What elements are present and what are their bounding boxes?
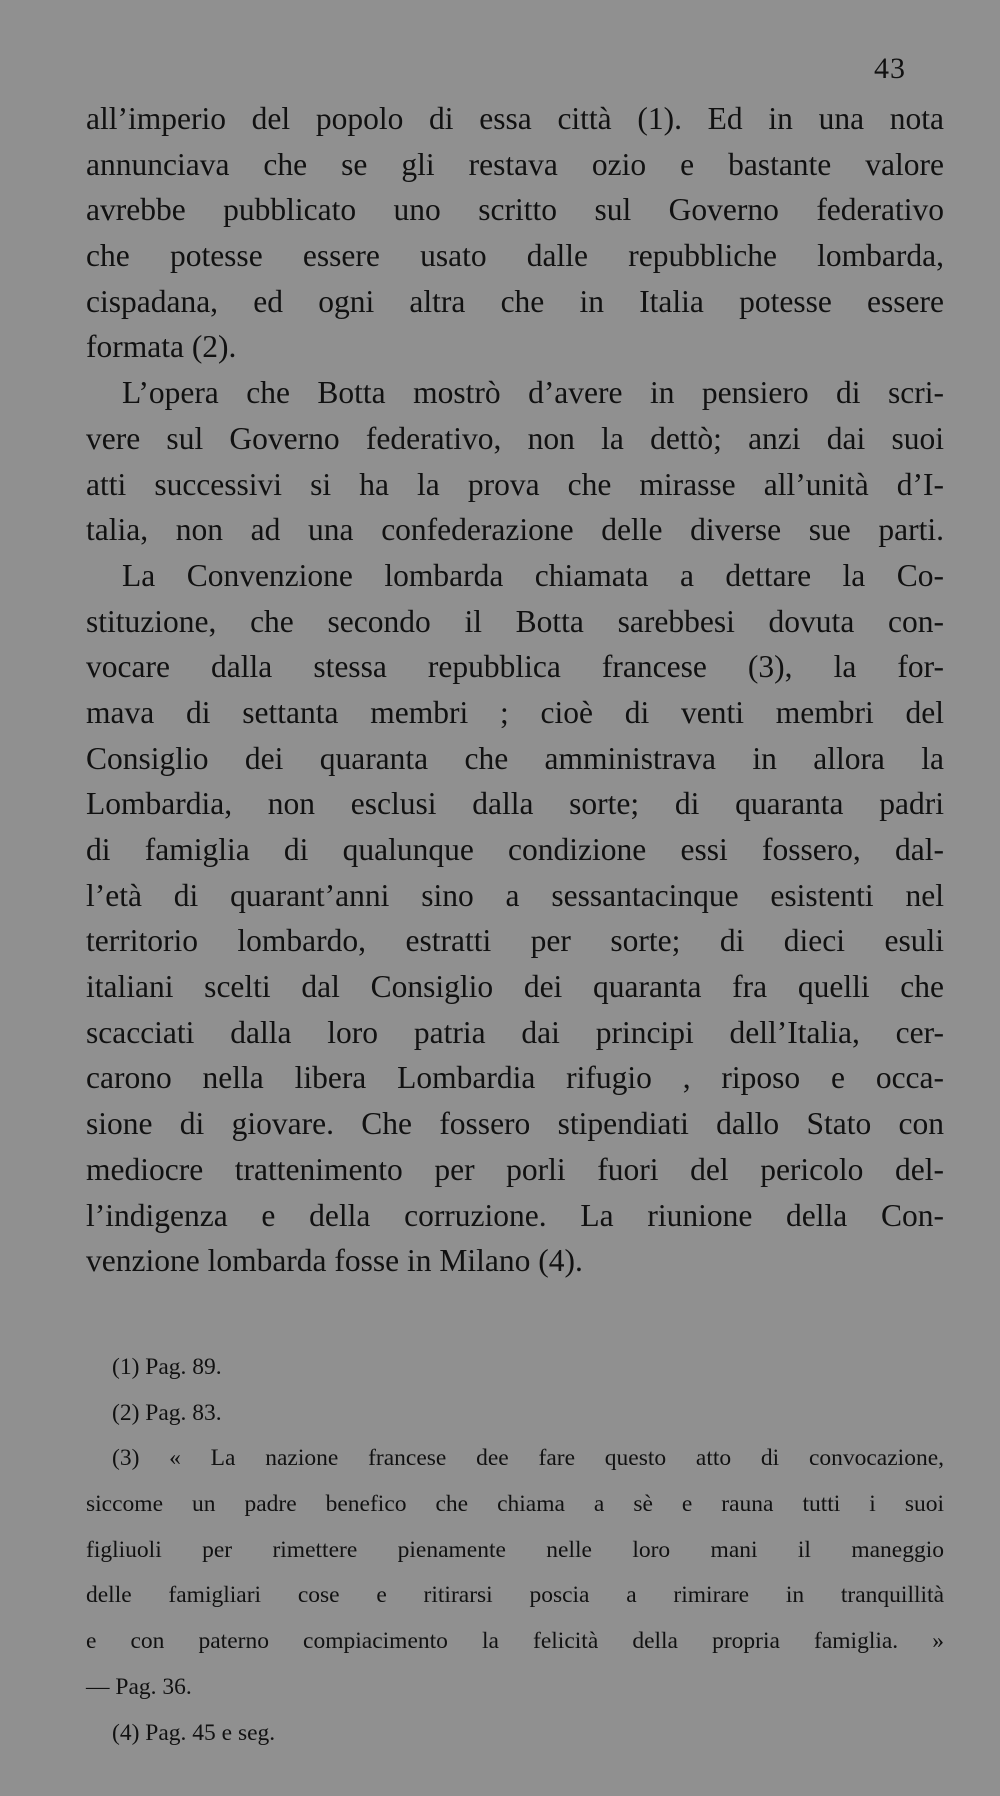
body-text	[86, 96, 944, 1284]
body-line: talia, non ad una confederazione delle diverse sue parti.	[86, 512, 944, 548]
footnote-line: e con paterno compiacimento la felicità della propria famiglia. »	[86, 1628, 944, 1655]
body-line: annunciava che se gli restava ozio e bastante valore	[86, 146, 944, 182]
body-line: L’opera che Botta mostrò d’avere in pensiero di scri-	[122, 375, 944, 411]
body-line: venzione lombarda fosse in Milano (4).	[86, 1243, 583, 1279]
body-line: atti successivi si ha la prova che mirasse all’unità d’I-	[86, 466, 944, 502]
body-line: all’imperio del popolo di essa città (1). Ed in una nota	[86, 101, 944, 136]
body-line: mava di settanta membri ; cioè di venti membri del	[86, 694, 944, 730]
footnote-line: (4) Pag. 45 e seg.	[112, 1719, 276, 1746]
body-line: cispadana, ed ogni altra che in Italia potesse essere	[86, 283, 944, 319]
footnote-line: delle famigliari cose e ritirarsi poscia a rimirare in tranquillità	[86, 1582, 944, 1609]
body-line: carono nella libera Lombardia rifugio , riposo e occa-	[86, 1060, 944, 1096]
body-line: l’indigenza e della corruzione. La riunione della Con-	[86, 1197, 944, 1233]
body-line: formata (2).	[86, 329, 237, 365]
body-line: Consiglio dei quaranta che amministrava in allora la	[86, 740, 944, 776]
footnotes	[86, 1348, 944, 1759]
body-line: avrebbe pubblicato uno scritto sul Governo federativo	[86, 192, 944, 228]
footnote-line: siccome un padre benefico che chiama a sè e rauna tutti i suoi	[86, 1491, 944, 1518]
body-line: mediocre trattenimento per porli fuori del pericolo del-	[86, 1151, 944, 1187]
body-line: stituzione, che secondo il Botta sarebbesi dovuta con-	[86, 603, 944, 639]
body-line: italiani scelti dal Consiglio dei quaranta fra quelli che	[86, 969, 944, 1005]
footnote-line: (3) « La nazione francese dee fare questo atto di convocazione,	[112, 1445, 944, 1472]
body-line: vocare dalla stessa repubblica francese (3), la for-	[86, 649, 944, 685]
footnote-line: (1) Pag. 89.	[112, 1354, 222, 1380]
body-line: vere sul Governo federativo, non la dettò; anzi dai suoi	[86, 420, 944, 456]
body-line: Lombardia, non esclusi dalla sorte; di quaranta padri	[86, 786, 944, 822]
body-line: di famiglia di qualunque condizione essi fossero, dal-	[86, 832, 944, 867]
footnote-line: (2) Pag. 83.	[112, 1399, 222, 1426]
footnote-line: figliuoli per rimettere pienamente nelle loro mani il maneggio	[86, 1536, 944, 1563]
body-line: l’età di quarant’anni sino a sessantacinque esistenti nel	[86, 877, 944, 913]
body-line: sione di giovare. Che fossero stipendiati dallo Stato con	[86, 1106, 944, 1142]
body-line: territorio lombardo, estratti per sorte; di dieci esuli	[86, 923, 944, 959]
body-line: che potesse essere usato dalle repubbliche lombarda,	[86, 238, 944, 274]
body-line: La Convenzione lombarda chiamata a dettare la Co-	[122, 557, 944, 593]
body-line: scacciati dalla loro patria dai principi dell’Italia, cer-	[86, 1014, 944, 1050]
footnote-line: — Pag. 36.	[86, 1673, 192, 1700]
page-number: 43	[874, 52, 906, 85]
